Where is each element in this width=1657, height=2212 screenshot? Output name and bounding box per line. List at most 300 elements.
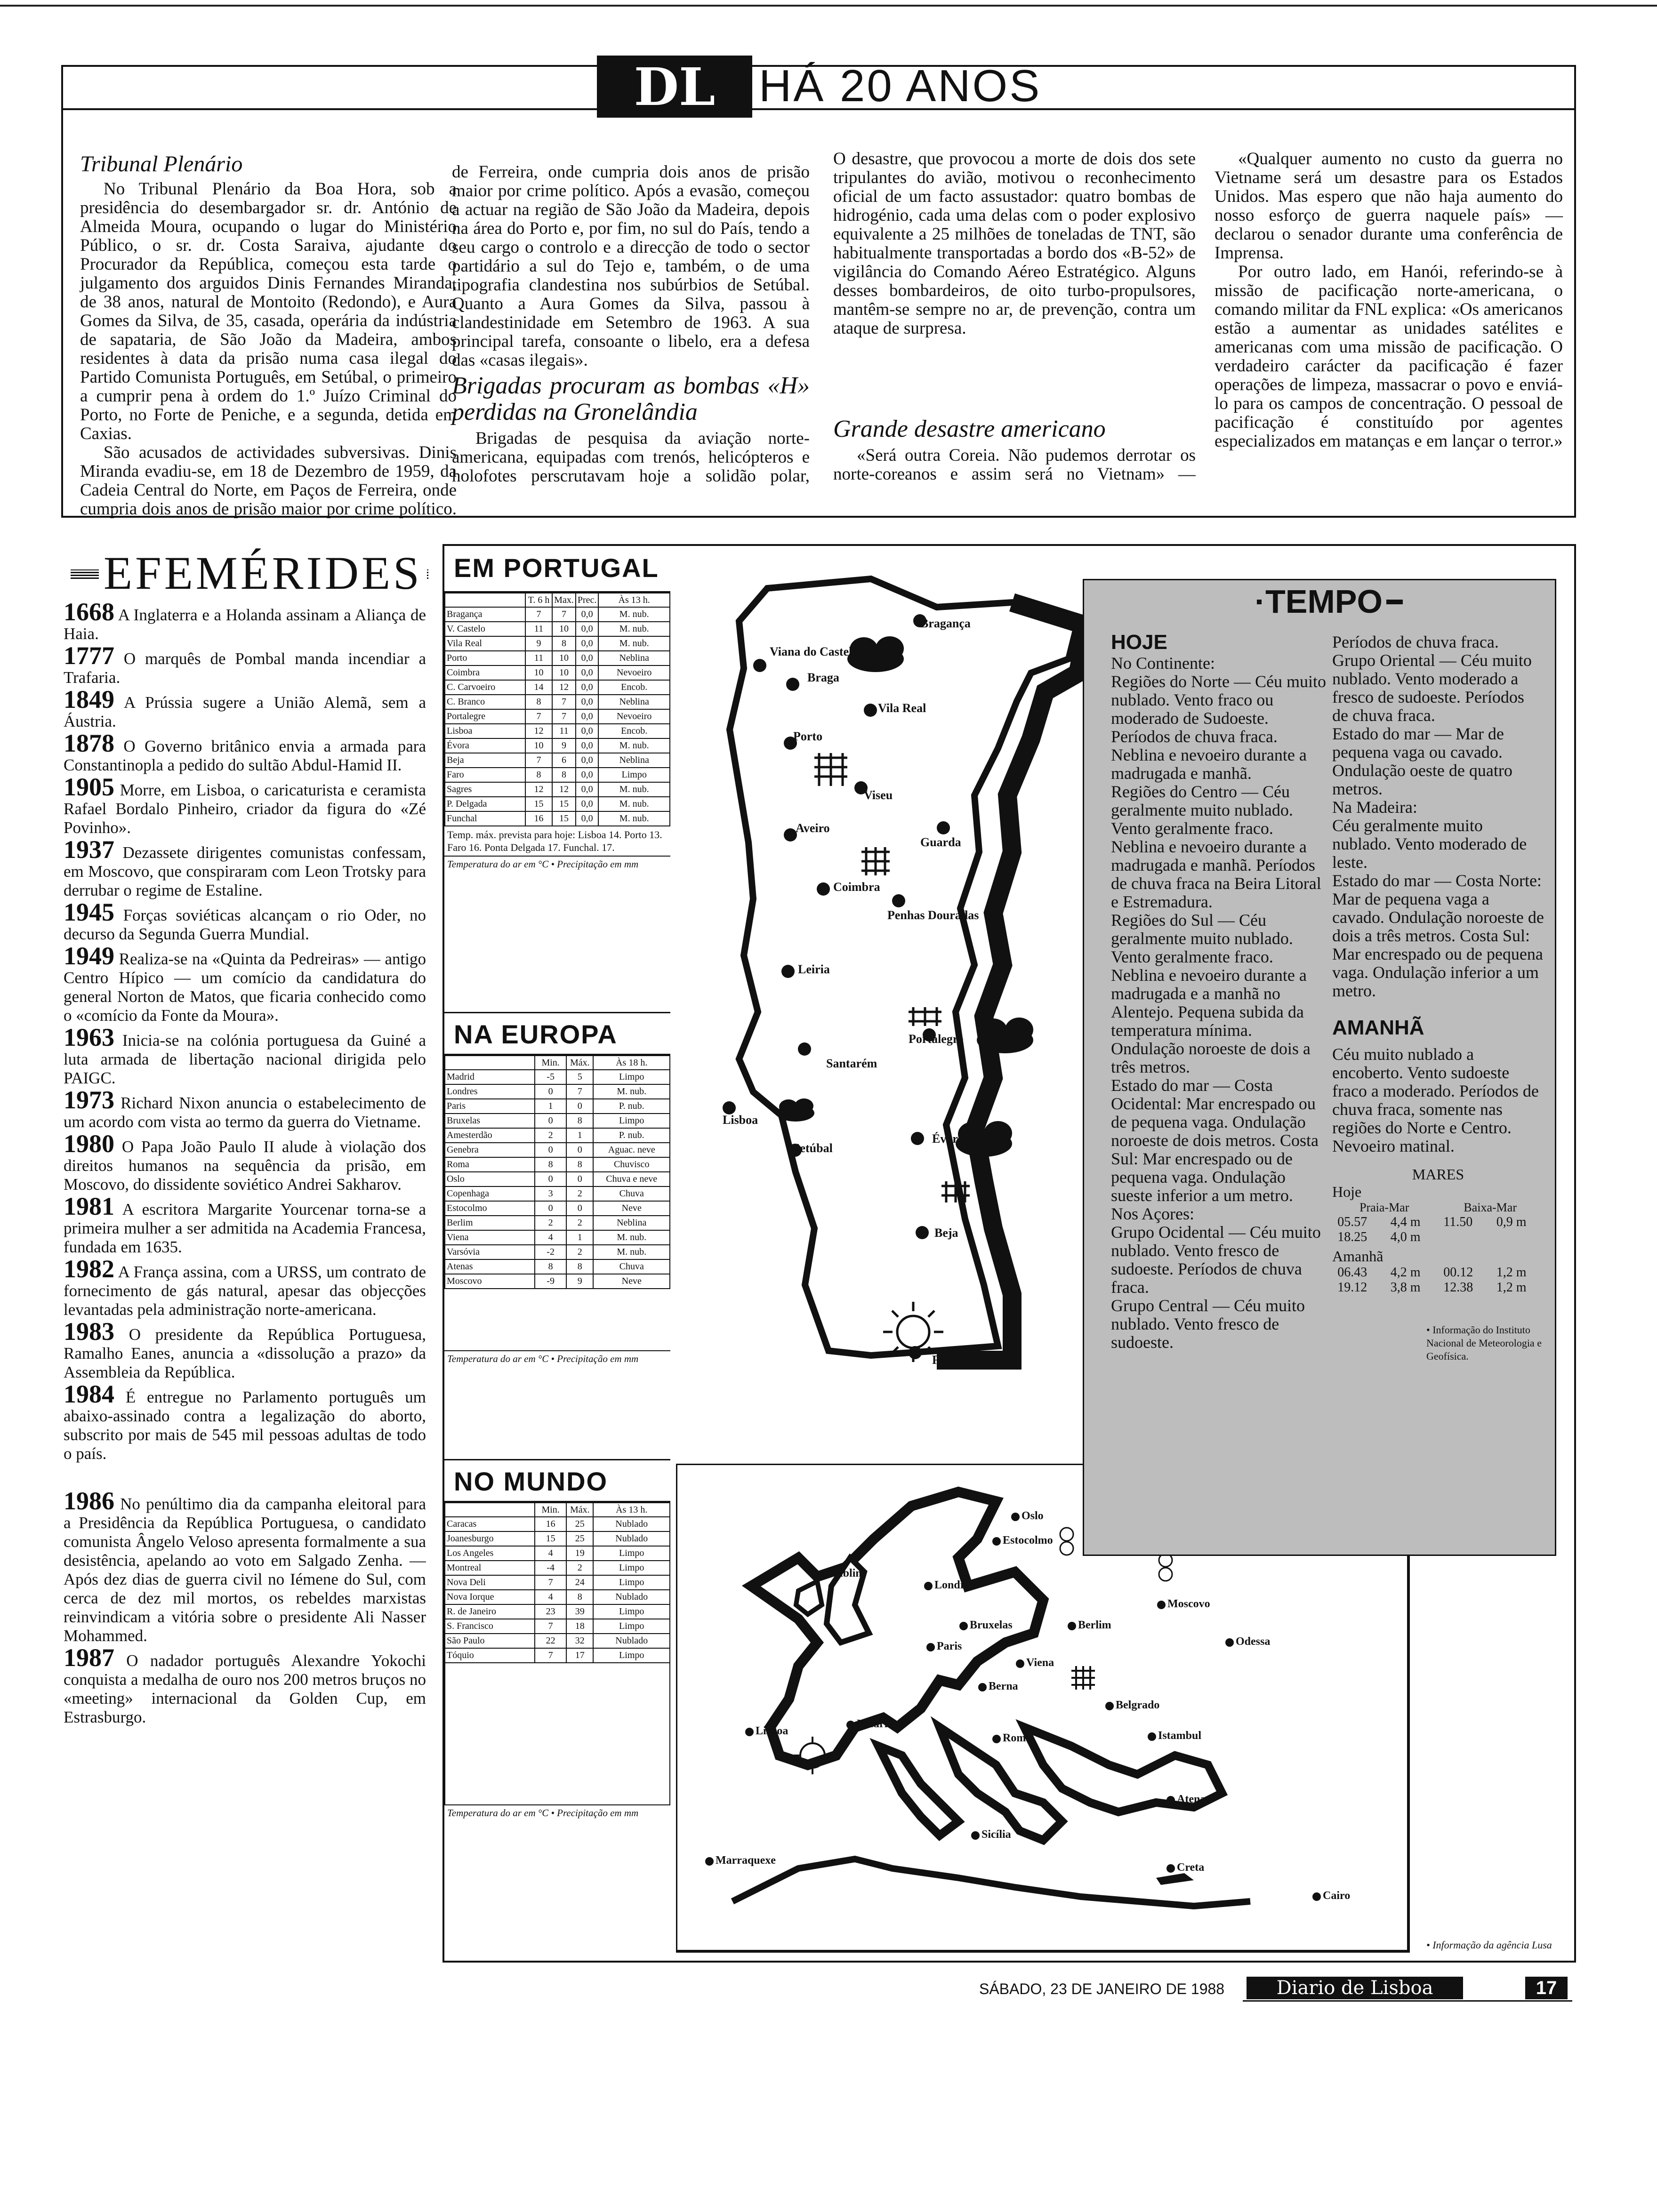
table-cell: Bragança [445,607,525,622]
efemeride-item [64,729,426,775]
table-row [445,1114,670,1128]
map-city-label: Viena [1026,1657,1054,1669]
map-city-label: Santarém [826,1057,877,1070]
table-cell: M. nub. [598,622,670,636]
efemeride-year: 1668 [64,602,114,626]
table-cell: 7 [525,709,552,724]
map-city-marker [916,1226,929,1239]
table-cell: Nova Iorque [445,1590,535,1604]
table-cell: 7 [566,1084,593,1099]
table-cell: 0,0 [576,636,599,651]
tempo-paragraph: Estado do mar — Costa Ocidental: Mar encrespado ou de pequena vaga. Ondulação noroeste de dois metros. Costa Sul: Mar encrespado ou de pequena vaga. Ondulação sueste inferior a um metro. [1111,1076,1319,1205]
efemeride-text: A Inglaterra e a Holanda assinam a Aliança de Haia. [64,606,426,643]
tempo-paragraph: Estado do mar — Mar de pequena vaga ou cavado. Ondulação oeste de quatro metros. [1332,724,1512,798]
table-cell: -9 [535,1274,566,1289]
table-cell: 7 [525,753,552,768]
map-city-label: Sicília [981,1828,1011,1841]
table-row [445,695,670,709]
map-city-marker [781,965,795,978]
table-cell: P. nub. [593,1128,670,1143]
tempo-col-2 [1332,633,1544,1363]
article-title: Brigadas procuram as bombas «H» perdidas na Gronelândia [452,372,810,425]
table-row [445,636,670,651]
map-city-marker [992,1537,1001,1546]
map-city-label: Coimbra [833,880,880,894]
table-cell: 15 [552,811,576,826]
table-cell: 2 [566,1245,593,1259]
article-paragraph: «Será outra Coreia. Não pudemos derrotar os norte-coreanos e assim será no Vietnam» — [833,446,1196,484]
header-rule [0,5,1657,7]
table-cell: Tóquio [445,1648,535,1663]
map-city-marker [1312,1892,1321,1901]
table-cell: 7 [552,607,576,622]
map-city-marker [1166,1796,1175,1804]
table-cell: Chuva [593,1259,670,1274]
mundo-panel [444,1459,670,1821]
table-cell: Neve [593,1274,670,1289]
table-header-cell: Às 13 h. [593,1503,670,1517]
tides-hoje-rows [1332,1215,1544,1245]
tides-title: MARES [1412,1166,1464,1183]
table-header-cell [445,593,525,607]
efemeride-text: A França assina, com a URSS, um contrato de fornecimento de gás natural, apesar das objecções levantadas pela administração norte-americana. [64,1263,426,1319]
table-cell: Joanesburgo [445,1531,535,1546]
tides-amanha-label: Amanhã [1332,1248,1384,1265]
map-city-marker [817,882,830,896]
portugal-table [444,593,670,826]
table-cell: M. nub. [598,607,670,622]
table-cell: 1 [566,1230,593,1245]
tides-cell: 3,8 m [1390,1280,1421,1295]
weather-symbol-cloud [977,1018,1033,1053]
table-cell: M. nub. [598,811,670,826]
table-row [445,1084,670,1099]
efemeride-text: O nadador português Alexandre Yokochi conquista a medalha de ouro nos 200 metros bruços no «meeting» internacional da Golden Cup, em Estrasburgo. [64,1651,426,1726]
table-cell: 2 [566,1186,593,1201]
table-cell: 0 [535,1084,566,1099]
article-paragraph: São acusados de actividades subversivas. Dinis Miranda evadiu-se, em 18 de Dezembro de 1959, da Cadeia Central do Norte, em Paços de Ferreira, onde cumpria dois anos de prisão maior por crime político. [80,443,457,519]
table-cell: 16 [535,1517,566,1531]
table-cell: Oslo [445,1172,535,1186]
efemeride-item [64,1023,426,1088]
map-city-label: Lisboa [756,1725,788,1737]
efemeride-item [64,1255,426,1319]
table-cell: Neve [593,1201,670,1216]
table-row [445,1201,670,1216]
map-city-label: Faro [932,1353,957,1367]
map-city-label: Istambul [1158,1730,1202,1742]
table-row [445,1259,670,1274]
table-cell: 0,0 [576,724,599,738]
table-cell: Limpo [593,1561,670,1575]
map-city-marker [1011,1513,1020,1521]
tides-preia-label: Praia-Mar [1359,1201,1409,1214]
map-city-marker [818,1570,827,1579]
table-cell: V. Castelo [445,622,525,636]
table-cell: Encob. [598,724,670,738]
table-cell: 7 [535,1619,566,1634]
table-row [445,1274,670,1289]
efemeride-year: 1905 [64,773,114,801]
map-city-label: Odessa [1236,1635,1271,1648]
article-title: Tribunal Plenário [80,152,243,176]
efemeride-text: Dezassete dirigentes comunistas confessam, em Moscovo, que conspiraram com Leon Trotsky para derrubar o regime de Estaline. [64,843,426,899]
table-cell: 0 [535,1143,566,1157]
tides-block [1332,1166,1544,1295]
table-row [445,1546,670,1561]
efemeride-item [64,942,426,1025]
table-cell: 25 [566,1531,593,1546]
map-city-marker [846,1721,855,1729]
table-row [445,811,670,826]
map-city-label: Bruxelas [970,1619,1013,1631]
map-city-marker [959,1622,968,1630]
efemeride-text: Realiza-se na «Quinta da Pedreiras» — antigo Centro Hípico — um comício da candidatura do general Norton de Matos, que ficaria conhecido como o «comício da Fonte da Moura». [64,950,426,1025]
map-city-label: Paris [937,1640,962,1652]
table-cell: Viena [445,1230,535,1245]
table-cell: 1 [535,1099,566,1114]
map-city-label: Belgrado [1116,1699,1160,1711]
map-city-marker [892,894,905,907]
table-cell: 8 [566,1259,593,1274]
table-cell: 6 [552,753,576,768]
tempo-title: TEMPO [1262,583,1386,620]
table-header-cell: Às 18 h. [593,1056,670,1070]
table-row [445,1575,670,1590]
table-cell: Los Angeles [445,1546,535,1561]
efemeride-year: 1973 [64,1086,114,1114]
table-cell: 10 [552,665,576,680]
portugal-title-bar [444,546,670,593]
table-row [445,753,670,768]
map-city-label: Braga [807,671,839,684]
table-row [445,1172,670,1186]
table-cell: 2 [566,1216,593,1230]
table-cell: Vila Real [445,636,525,651]
map-city-label: Vila Real [878,701,926,715]
map-city-label: Londres [934,1579,974,1591]
table-cell: Nublado [593,1531,670,1546]
portugal-outline [730,579,1078,1355]
table-cell: 24 [566,1575,593,1590]
footer-page-label: 17 [1536,1977,1557,1998]
map-city-label: Moscovo [1167,1598,1210,1610]
table-cell: Portalegre [445,709,525,724]
footer-page-number [1525,1977,1568,1999]
tempo-source-note: • Informação do Instituto Nacional de Meteorologia e Geofísica. [1426,1324,1542,1362]
tempo-paragraph: Céu geralmente muito nublado. Vento moderado de leste. [1332,816,1527,872]
table-row [445,1517,670,1531]
table-cell: 9 [525,636,552,651]
table-cell: 8 [552,768,576,782]
table-cell: 8 [566,1157,593,1172]
map-city-marker [753,659,766,672]
efemeride-item [64,1086,426,1131]
tides-cell: 4,4 m [1390,1215,1421,1229]
table-cell: 7 [552,709,576,724]
map-city-label: Atenas [1177,1793,1210,1805]
tempo-col-2-text [1332,633,1544,1000]
map-city-label: Penhas Douradas [887,908,979,922]
map-city-label: Lisboa [723,1113,758,1127]
table-cell: Londres [445,1084,535,1099]
table-row [445,651,670,665]
table-cell: M. nub. [598,782,670,797]
tides-cell: 11.50 [1443,1215,1473,1229]
table-cell: Limpo [593,1604,670,1619]
map-city-marker [1225,1638,1234,1647]
table-cell: 4 [535,1590,566,1604]
table-cell: 22 [535,1634,566,1648]
tempo-col-1 [1111,631,1327,1352]
table-cell: 0,0 [576,811,599,826]
europa-title-bar [444,1012,670,1055]
table-cell: M. nub. [593,1245,670,1259]
map-city-marker [864,704,877,717]
table-cell: Porto [445,651,525,665]
map-city-label: Oslo [1022,1510,1044,1522]
table-cell: 17 [566,1648,593,1663]
table-cell: M. nub. [598,797,670,811]
map-city-label: Cairo [1323,1890,1351,1902]
table-cell: Madrid [445,1070,535,1084]
table-cell: 10 [552,651,576,665]
table-cell: 16 [525,811,552,826]
table-row [445,724,670,738]
tempo-paragraph: Nos Açores: [1111,1204,1194,1223]
footer-rule [1243,2000,1572,2002]
table-cell: Atenas [445,1259,535,1274]
tides-columns [1332,1201,1544,1215]
table-cell: Limpo [593,1114,670,1128]
efemerides-header [71,546,428,598]
efemerides-title: EFEMÉRIDES [99,546,427,600]
table-cell: 39 [566,1604,593,1619]
table-cell: Roma [445,1157,535,1172]
table-cell: M. nub. [593,1230,670,1245]
table-header-row [445,1503,670,1517]
tides-baixa-label: Baixa-Mar [1464,1201,1517,1214]
table-cell: Neblina [593,1216,670,1230]
section-title: HÁ 20 ANOS [759,61,1042,111]
tides-cell: 19.12 [1337,1280,1367,1295]
efemeride-text: É entregue no Parlamento português um abaixo-assinado contra a legalização do aborto, subscrito por mais de 545 mil pessoas adultas de todo o país. [64,1388,426,1463]
efemeride-item [64,1643,426,1727]
efemeride-item [64,602,426,643]
table-row [445,797,670,811]
map-city-label: Roma [1003,1732,1032,1744]
table-cell: 19 [566,1546,593,1561]
table-cell: -2 [535,1245,566,1259]
table-cell: Lisboa [445,724,525,738]
table-cell: 23 [535,1604,566,1619]
tempo-hoje-heading: HOJE [1111,631,1167,654]
map-city-marker [1068,1622,1076,1630]
table-cell: Nevoeiro [598,665,670,680]
table-row [445,738,670,753]
tides-cell: 4,0 m [1390,1230,1421,1244]
map-city-label: Porto [793,729,823,743]
table-cell: 8 [566,1114,593,1128]
map-city-label: Bragança [920,617,971,630]
efemeride-year: 1878 [64,729,114,757]
logo-letters: DL [634,56,716,117]
table-cell: Neblina [598,753,670,768]
table-cell: 18 [566,1619,593,1634]
table-cell: 9 [552,738,576,753]
table-cell: 0,0 [576,695,599,709]
table-cell: 32 [566,1634,593,1648]
table-cell: Limpo [593,1070,670,1084]
map-city-marker [926,1643,935,1651]
efemerides-list [64,602,426,1963]
efemeride-item [64,898,426,944]
portugal-forecast-note: Temp. máx. prevista para hoje: Lisboa 14. Porto 13. Faro 16. Ponta Delgada 17. Funchal. 17. [447,829,662,853]
tempo-paragraph: Grupo Oriental — Céu muito nublado. Vento moderado a fresco de sudoeste. Períodos de chuva fraca. [1332,651,1532,725]
efemeride-text: A Prússia sugere a União Alemã, sem a Áustria. [64,693,426,730]
tides-row [1332,1230,1544,1245]
table-cell: Limpo [593,1575,670,1590]
map-city-label: Leiria [798,962,830,976]
table-cell: 0 [535,1172,566,1186]
tempo-amanha-text: Céu muito nublado a encoberto. Vento sudoeste fraco a moderado. Períodos de chuva fraca, somente nas regiões do Norte e Centro. Nevoeiro matinal. [1332,1045,1539,1155]
mundo-title: NO MUNDO [454,1467,608,1496]
table-cell: Funchal [445,811,525,826]
table-cell: 12 [525,724,552,738]
tempo-paragraph: No Continente: [1111,654,1215,673]
portugal-title: EM PORTUGAL [454,553,659,583]
efemeride-text: Inicia-se na colónia portuguesa da Guiné a luta armada de libertação nacional dirigida pelo PAIGC. [64,1031,426,1087]
map-city-marker [992,1735,1001,1743]
table-cell: 12 [552,680,576,695]
table-cell: 0 [535,1114,566,1128]
efemeride-year: 1849 [64,685,114,713]
table-header-cell: Max. [552,593,576,607]
table-cell: Chuvisco [593,1157,670,1172]
table-cell: 2 [535,1216,566,1230]
efemeride-text: O presidente da República Portuguesa, Ramalho Eanes, anuncia a «dissolução a prazo» da Assembleia da República. [64,1325,426,1381]
efemeride-item [64,835,426,900]
table-cell: 11 [525,651,552,665]
map-city-label: Berlim [1078,1619,1111,1631]
weather-symbol-fog [814,753,847,786]
tides-amanha-rows [1332,1265,1544,1295]
table-cell: Limpo [593,1546,670,1561]
table-cell: 11 [552,724,576,738]
tides-cell [1443,1230,1486,1245]
table-row [445,1216,670,1230]
efemeride-year: 1949 [64,942,114,970]
article-column-3 [833,150,1196,484]
table-row [445,1619,670,1634]
tempo-paragraph: Períodos de chuva fraca. [1332,633,1499,651]
tempo-paragraph: Grupo Ocidental — Céu muito nublado. Vento fresco de sudoeste. Períodos de chuva fraca. [1111,1223,1321,1297]
tempo-paragraph: Regiões do Centro — Céu geralmente muito nublado. Vento geralmente fraco. Neblina e nevoeiro durante a madrugada e manhã. Períodos de chuva fraca na Beira Litoral e Estremadura. [1111,782,1321,911]
table-cell: 0,0 [576,665,599,680]
map-city-marker [1105,1702,1114,1710]
table-row [445,768,670,782]
efemeride-year: 1983 [64,1317,114,1346]
map-city-label: Estocolmo [1003,1534,1053,1547]
table-cell: 10 [525,738,552,753]
table-row [445,1143,670,1157]
map-city-label: Dublin [828,1567,862,1579]
tides-cell [1496,1230,1539,1245]
table-cell: Encob. [598,680,670,695]
table-cell: 0,0 [576,738,599,753]
efemeride-item [64,685,426,731]
table-cell: Nublado [593,1517,670,1531]
map-city-marker [1166,1864,1175,1873]
article-paragraph: No Tribunal Plenário da Boa Hora, sob a presidência do desembargador sr. dr. António de Almeida Moura, ocupando o lugar do Ministério Público, o sr. dr. Costa Saraiva, ajudante do Procurador da República, começou esta tarde o julgamento dos arguidos Dinis Fernandes Miranda, de 38 anos, natural de Montoito (Redondo), e Aura Gomes da Silva, de 35, casada, operária da indústria de sapataria, de São João da Madeira, ambos residentes à data da prisão numa casa ilegal do Partido Comunista Português, em Setúbal, o primeiro a cumprir pena à ordem do 1.º Juízo Criminal do Porto, no Forte de Peniche, e a segunda, detida em Caxias. [80,179,457,443]
tides-cell: 00.12 [1443,1265,1473,1280]
table-header-row [445,1056,670,1070]
table-row [445,1531,670,1546]
tides-cell: 05.57 [1337,1215,1367,1229]
efemeride-item [64,641,426,687]
article-paragraph: O desastre, que provocou a morte de dois dos sete tripulantes do avião, motivou o reconhecimento oficial de um facto assustador: quatro bombas de hidrogénio, cada uma delas com o poder explosivo equivalente a 25 milhões de toneladas de TNT, são habitualmente transportadas a bordo dos «B-52» de vigilância do Comando Aéreo Estratégico. Alguns desses bombardeiros, de oito turbo-propulsores, mantêm-se sempre no ar, de prevenção, contra um ataque de surpresa. [833,150,1196,338]
table-row [445,782,670,797]
table-cell: 12 [525,782,552,797]
table-cell: Sagres [445,782,525,797]
table-row [445,1604,670,1619]
efemeride-item [64,1380,426,1463]
table-header-cell [445,1503,535,1517]
europa-spacer [444,1289,670,1350]
table-cell: 7 [535,1575,566,1590]
map-city-marker [1157,1601,1166,1609]
table-row [445,1245,670,1259]
table-cell: Nova Deli [445,1575,535,1590]
efemeride-text: Richard Nixon anuncia o estabelecimento de um acordo com vista ao termo da guerra do Vietname. [64,1094,426,1131]
europa-title: NA EUROPA [454,1019,618,1049]
europa-table [444,1055,670,1289]
efemeride-text: O Governo britânico envia a armada para Constantinopla a pedido do sultão Abdul-Hamid II. [64,737,426,774]
tides-cell: 18.25 [1337,1230,1367,1244]
table-row [445,1157,670,1172]
portugal-legend: Temperatura do ar em °C • Precipitação em mm [444,856,670,872]
table-cell: Chuva [593,1186,670,1201]
table-cell: 7 [535,1648,566,1663]
tempo-paragraph: Regiões do Sul — Céu geralmente muito nublado. Vento geralmente fraco. Neblina e nevoeiro durante a madrugada e a manhã no Alentejo. Pequena subida da temperatura mínima. Ondulação noroeste de dois a três metros. [1111,911,1311,1076]
table-cell: 2 [566,1561,593,1575]
efemeride-year: 1980 [64,1130,114,1158]
table-cell: 0 [566,1143,593,1157]
article-continuation [452,163,810,370]
table-cell: 14 [525,680,552,695]
table-row [445,1561,670,1575]
table-row [445,680,670,695]
table-cell: São Paulo [445,1634,535,1648]
map-city-marker [798,1042,811,1056]
table-cell: Paris [445,1099,535,1114]
table-header-cell: Prec. [576,593,599,607]
map-city-label: Guarda [920,835,961,849]
map-city-marker [745,1728,754,1736]
map-city-marker [978,1683,987,1691]
table-row [445,1128,670,1143]
efemeride-item [64,1317,426,1382]
table-cell: 0 [566,1099,593,1114]
table-cell: 8 [535,1259,566,1274]
table-cell: Limpo [593,1648,670,1663]
table-cell: -4 [535,1561,566,1575]
table-cell: Nublado [593,1634,670,1648]
efemeride-year: 1777 [64,641,114,670]
table-cell: 15 [525,797,552,811]
tides-cell: 0,9 m [1496,1215,1527,1229]
table-cell: 7 [552,695,576,709]
